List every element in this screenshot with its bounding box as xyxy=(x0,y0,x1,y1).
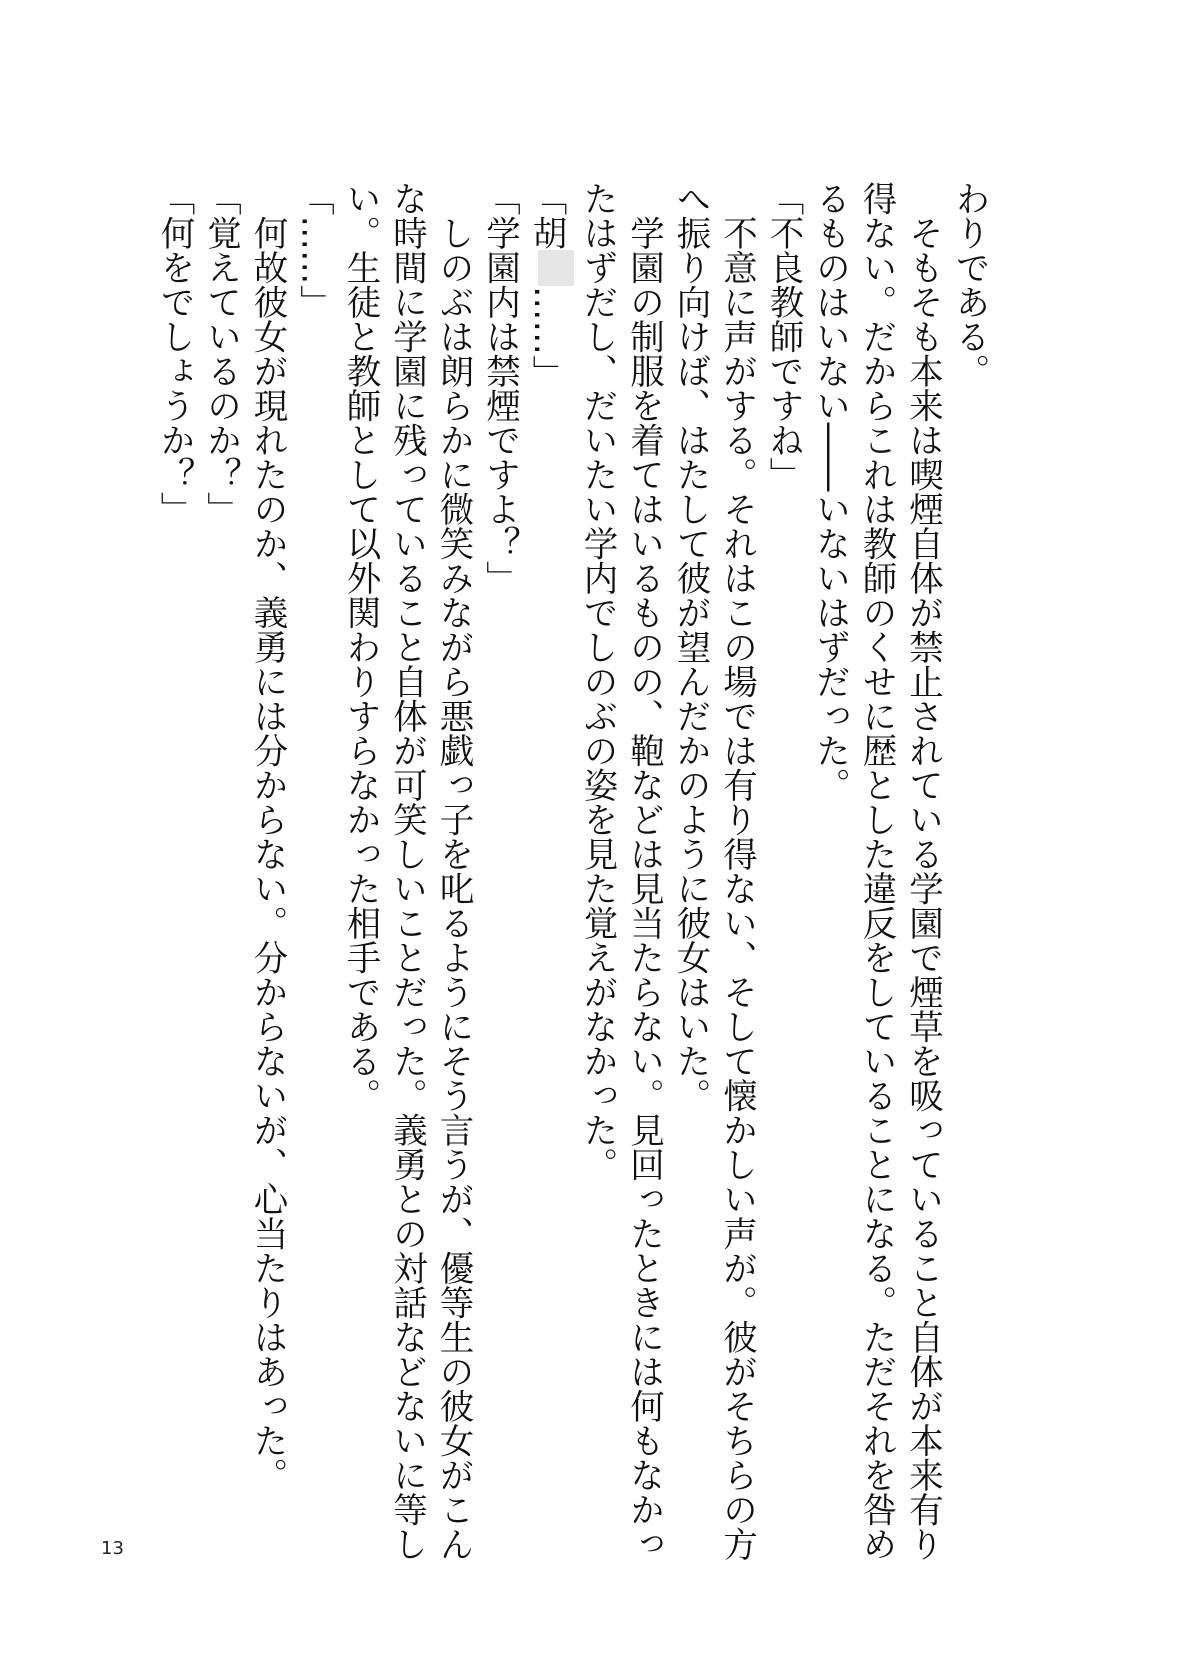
text-line: い。生徒と教師として以外関わりすらなかった相手である。 xyxy=(340,181,380,1113)
text-line: 「覚えているのか？」 xyxy=(200,181,241,526)
text-line: たはずだし、だいたい学内でしのぶの姿を見た覚えがなかった。 xyxy=(577,181,617,1182)
text-line: 「……」 xyxy=(293,181,334,319)
text-line: 不意に声がする。それはこの場では有り得ない、そして懐かしい声が。彼がそちらの方 xyxy=(716,181,757,1561)
text-line: 学園の制服を着てはいるものの、鞄などは見当たらない。見回ったときには何もなかっ xyxy=(623,181,664,1561)
page-number: 13 xyxy=(101,1538,124,1559)
text-line: 何故彼女が現れたのか、義勇には分からない。分からないが、心当たりはあった。 xyxy=(247,181,287,1492)
redaction-box xyxy=(538,250,574,286)
text-line: しのぶは朗らかに微笑みながら悪戯っ子を叱るようにそう言うが、優等生の彼女がこん xyxy=(433,181,473,1561)
text-line: 「学園内は禁煙ですよ？」 xyxy=(479,181,520,595)
text-line: 得ない。だからこれは教師のくせに歴とした違反をしていることになる。ただそれを咎め xyxy=(856,181,896,1561)
text-line: そもそも本来は喫煙自体が禁止されている学園で煙草を吸っていること自体が本来有り xyxy=(902,181,943,1561)
text-line: 「不良教師ですね」 xyxy=(763,181,803,492)
text-line: 「何をでしょうか？」 xyxy=(154,181,194,526)
text-line: わりである。 xyxy=(949,181,989,388)
text-line: へ振り向けば、はたして彼が望んだかのように彼女はいた。 xyxy=(670,181,710,1113)
text-line: な時間に学園に残っていること自体が可笑しいことだった。義勇との対話などないに等し xyxy=(386,181,427,1561)
dialogue-line-redacted xyxy=(523,181,574,1521)
redacted-line-start: 「胡 xyxy=(526,181,566,250)
vertical-text-body xyxy=(151,181,993,1561)
redacted-line-end: ……」 xyxy=(526,286,566,390)
text-line: るものはいない――いないはずだった。 xyxy=(809,181,850,802)
